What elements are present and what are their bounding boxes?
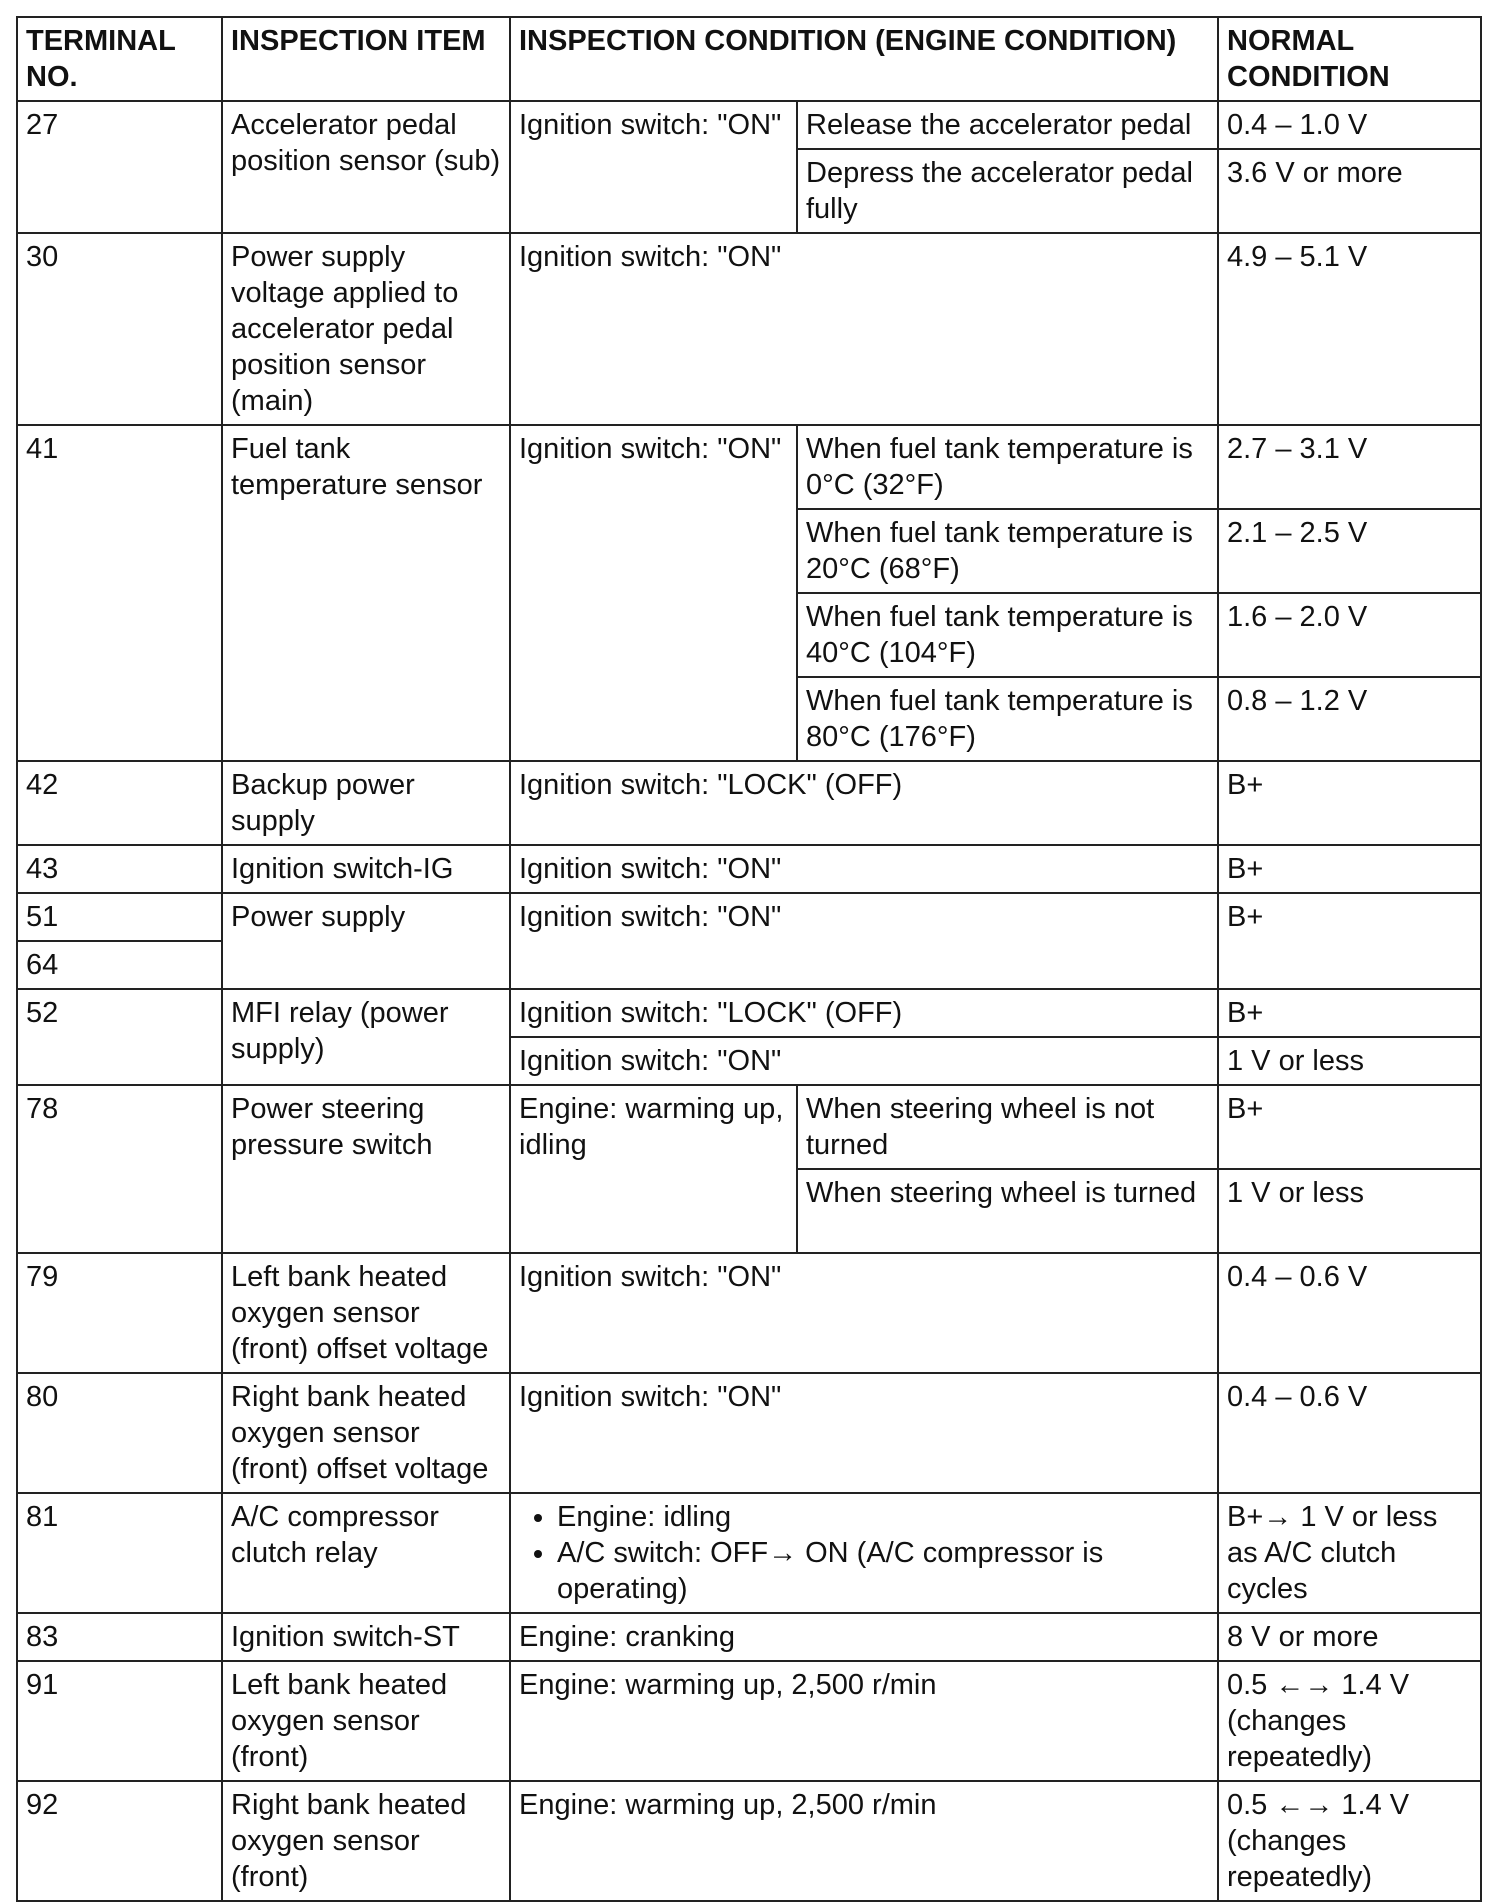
- inspection-condition: Ignition switch: "ON": [510, 425, 797, 761]
- header-item: INSPECTION ITEM: [222, 17, 510, 101]
- inspection-item: Fuel tank temperature sensor: [222, 425, 510, 761]
- condition-bullet: • A/C switch: OFF→ ON (A/C compressor is operating): [557, 1535, 1209, 1607]
- inspection-item: Power supply: [222, 893, 510, 989]
- inspection-item: Power steering pressure switch: [222, 1085, 510, 1253]
- inspection-item: Backup power supply: [222, 761, 510, 845]
- inspection-item: Left bank heated oxygen sensor (front): [222, 1661, 510, 1781]
- table-row: [17, 761, 1481, 845]
- terminal-no: 80: [17, 1373, 222, 1493]
- normal-condition: B+: [1218, 845, 1481, 893]
- inspection-condition: Ignition switch: "ON": [510, 1373, 1218, 1493]
- header-terminal: TERMINAL NO.: [17, 17, 222, 101]
- header-row: [17, 17, 1481, 101]
- normal-condition: 1 V or less: [1218, 1037, 1481, 1085]
- terminal-no: 79: [17, 1253, 222, 1373]
- normal-condition: B+: [1218, 1085, 1481, 1169]
- sub-condition: When steering wheel is turned: [797, 1169, 1218, 1253]
- terminal-no: 52: [17, 989, 222, 1085]
- normal-condition: 0.4 – 0.6 V: [1218, 1373, 1481, 1493]
- terminal-no: 51: [17, 893, 222, 941]
- terminal-no: 41: [17, 425, 222, 761]
- inspection-item: Right bank heated oxygen sensor (front): [222, 1781, 510, 1901]
- inspection-condition: Engine: warming up, idling: [510, 1085, 797, 1253]
- inspection-condition: Ignition switch: "ON": [510, 233, 1218, 425]
- table-row: [17, 1493, 1481, 1613]
- normal-condition: 0.4 – 0.6 V: [1218, 1253, 1481, 1373]
- table-row: [17, 1661, 1481, 1781]
- normal-condition: B+: [1218, 893, 1481, 989]
- inspection-condition: [510, 1493, 1218, 1613]
- normal-condition: 4.9 – 5.1 V: [1218, 233, 1481, 425]
- table-row: [17, 845, 1481, 893]
- normal-condition: 0.8 – 1.2 V: [1218, 677, 1481, 761]
- table-row: [17, 425, 1481, 509]
- table-row: [17, 1613, 1481, 1661]
- sub-condition: When fuel tank temperature is 20°C (68°F): [797, 509, 1218, 593]
- normal-condition: 0.5 ←→ 1.4 V (changes repeatedly): [1218, 1661, 1481, 1781]
- normal-condition: B+: [1218, 989, 1481, 1037]
- normal-condition: B+: [1218, 761, 1481, 845]
- normal-condition: 0.4 – 1.0 V: [1218, 101, 1481, 149]
- inspection-item: Right bank heated oxygen sensor (front) offset voltage: [222, 1373, 510, 1493]
- inspection-item: A/C compressor clutch relay: [222, 1493, 510, 1613]
- table-row: [17, 1253, 1481, 1373]
- sub-condition: When steering wheel is not turned: [797, 1085, 1218, 1169]
- inspection-condition: Ignition switch: "ON": [510, 845, 1218, 893]
- inspection-item: Accelerator pedal position sensor (sub): [222, 101, 510, 233]
- terminal-no: 27: [17, 101, 222, 233]
- inspection-item: Left bank heated oxygen sensor (front) offset voltage: [222, 1253, 510, 1373]
- terminal-no: 30: [17, 233, 222, 425]
- inspection-condition: Ignition switch: "ON": [510, 101, 797, 233]
- normal-condition: B+→ 1 V or less as A/C clutch cycles: [1218, 1493, 1481, 1613]
- terminal-no: 42: [17, 761, 222, 845]
- sub-condition: When fuel tank temperature is 40°C (104°F): [797, 593, 1218, 677]
- inspection-item: Power supply voltage applied to accelerator pedal position sensor (main): [222, 233, 510, 425]
- table-row: [17, 233, 1481, 425]
- table-row: [17, 989, 1481, 1037]
- inspection-condition: Engine: warming up, 2,500 r/min: [510, 1661, 1218, 1781]
- inspection-item: MFI relay (power supply): [222, 989, 510, 1085]
- terminal-no: 91: [17, 1661, 222, 1781]
- inspection-condition: Ignition switch: "LOCK" (OFF): [510, 989, 1218, 1037]
- terminal-no: 78: [17, 1085, 222, 1253]
- normal-condition: 0.5 ←→ 1.4 V (changes repeatedly): [1218, 1781, 1481, 1901]
- inspection-table: [16, 16, 1482, 1902]
- condition-list: [519, 1499, 1209, 1607]
- inspection-condition: Ignition switch: "ON": [510, 1037, 1218, 1085]
- terminal-no: 83: [17, 1613, 222, 1661]
- inspection-item: Ignition switch-IG: [222, 845, 510, 893]
- terminal-no: 43: [17, 845, 222, 893]
- normal-condition: 2.7 – 3.1 V: [1218, 425, 1481, 509]
- table-row: [17, 1373, 1481, 1493]
- inspection-condition: Ignition switch: "ON": [510, 1253, 1218, 1373]
- terminal-no: 64: [17, 941, 222, 989]
- table-row: [17, 893, 1481, 941]
- table-row: [17, 1781, 1481, 1901]
- inspection-condition: Ignition switch: "ON": [510, 893, 1218, 989]
- terminal-no: 92: [17, 1781, 222, 1901]
- inspection-condition: Engine: warming up, 2,500 r/min: [510, 1781, 1218, 1901]
- inspection-condition: Ignition switch: "LOCK" (OFF): [510, 761, 1218, 845]
- sub-condition: Release the accelerator pedal: [797, 101, 1218, 149]
- inspection-item: Ignition switch-ST: [222, 1613, 510, 1661]
- table-row: [17, 101, 1481, 149]
- normal-condition: 2.1 – 2.5 V: [1218, 509, 1481, 593]
- normal-condition: 1 V or less: [1218, 1169, 1481, 1253]
- sub-condition: When fuel tank temperature is 0°C (32°F): [797, 425, 1218, 509]
- normal-condition: 3.6 V or more: [1218, 149, 1481, 233]
- sub-condition: Depress the accelerator pedal fully: [797, 149, 1218, 233]
- sub-condition: When fuel tank temperature is 80°C (176°F): [797, 677, 1218, 761]
- inspection-condition: Engine: cranking: [510, 1613, 1218, 1661]
- normal-condition: 8 V or more: [1218, 1613, 1481, 1661]
- condition-bullet: • Engine: idling: [557, 1499, 1209, 1535]
- terminal-no: 81: [17, 1493, 222, 1613]
- header-condition: INSPECTION CONDITION (ENGINE CONDITION): [510, 17, 1218, 101]
- table-row: [17, 1085, 1481, 1169]
- normal-condition: 1.6 – 2.0 V: [1218, 593, 1481, 677]
- header-normal: NORMAL CONDITION: [1218, 17, 1481, 101]
